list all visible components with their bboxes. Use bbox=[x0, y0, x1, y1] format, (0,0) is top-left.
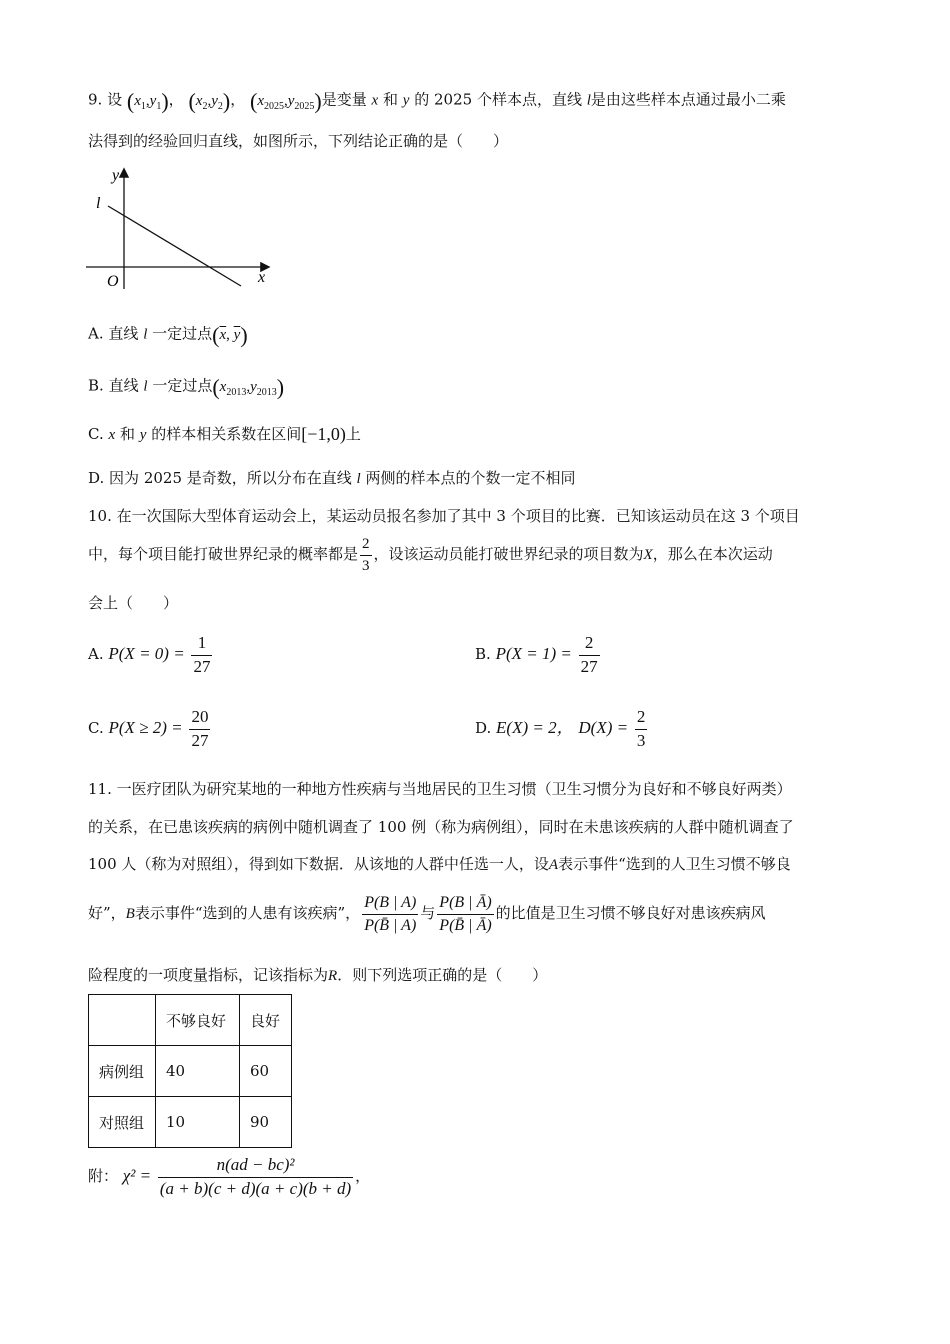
q10-option-b[interactable]: B. P(X = 1) = $\frac{2}{27}$ bbox=[475, 633, 598, 676]
q10-line1: 10. 在一次国际大型体育运动会上，某运动员报名参加了其中 3 个项目的比赛．已知该运动员在这 3 个项目 bbox=[88, 507, 800, 525]
q9-line2: 法得到的经验回归直线，如图所示，下列结论正确的是（ ） bbox=[88, 132, 509, 150]
q10-option-a[interactable]: A. P(X = 0) = $\frac{1}{27}$ bbox=[88, 633, 211, 676]
q10-d-fraction: $\frac{2}{3}$ bbox=[636, 707, 646, 750]
q11-line5: 险程度的一项度量指标，记该指标为R．则下列选项正确的是（ ） bbox=[88, 966, 548, 984]
q11-fraction-1: $\frac{P(B | A)}{P(B̄ | A)}$ bbox=[364, 894, 417, 934]
q11-appendix: 附： χ² = $\frac{\text{n(ad − bc)²}}{(a + b)(c + d)(a + c)(b + d)}$ ， bbox=[88, 1155, 371, 1198]
q9-line1: 9. 设 $(x_1,y_1)$， $(x_2,y_2)$， $(x_{2025},y_{2025})$是变量 x 和 y 的 2025 个样本点，直线 l是由这些样本点通过最小二乘 bbox=[88, 88, 786, 113]
q11-line3: 100 人（称为对照组），得到如下数据．从该地的人群中任选一人，设A表示事件“选到的人卫生习惯不够良 bbox=[88, 855, 791, 873]
q9-number: 9. bbox=[88, 90, 103, 109]
q10-option-d[interactable]: D. E(X) = 2， D(X) = $\frac{2}{3}$ bbox=[475, 707, 646, 750]
q11-line4: 好”，B表示事件“选到的人患有该疾病”， $\frac{P(B | A)}{P(B̄ | A)}$ 与 $\frac{P(B | Ā)}{P(B̄ | Ā)}$ 的比值是卫生习惯不够良好对患该疾病风 bbox=[88, 894, 766, 934]
q11-data-table bbox=[88, 994, 292, 1148]
q11-fraction-2: $\frac{P(B | Ā)}{P(B̄ | Ā)}$ bbox=[439, 894, 492, 934]
q9-point1: $(x_1,y_1)$ bbox=[126, 88, 169, 113]
chi-square-symbol: χ² = bbox=[122, 1166, 152, 1186]
table-row: 对照组 10 90 bbox=[89, 1097, 292, 1148]
line-label: l bbox=[96, 195, 101, 212]
point-2013: $(x_{2013},y_{2013})$ bbox=[212, 374, 285, 399]
regression-line bbox=[108, 206, 241, 286]
q10-c-fraction: $\frac{20}{27}$ bbox=[191, 707, 209, 750]
q9-option-a[interactable]: A. 直线 l 一定过点($\overline{x}$, $\overline{y}$) bbox=[88, 322, 248, 347]
q10-line3: 会上（ ） bbox=[88, 594, 179, 612]
prob-fraction: $\frac{2}{3}$ bbox=[362, 536, 370, 574]
q9-option-b[interactable]: B. 直线 l 一定过点$(x_{2013},y_{2013})$ bbox=[88, 374, 285, 399]
q9-lead: 设 bbox=[107, 90, 123, 109]
q11-line1: 11. 一医疗团队为研究某地的一种地方性疾病与当地居民的卫生习惯（卫生习惯分为良好和不够良好两类） bbox=[88, 780, 792, 798]
q9-point2: $(x_2,y_2)$ bbox=[188, 88, 231, 113]
q10-b-fraction: $\frac{2}{27}$ bbox=[580, 633, 598, 676]
q10-option-c[interactable]: C. P(X ≥ 2) = $\frac{20}{27}$ bbox=[88, 707, 209, 750]
chi-square-fraction: $\frac{\text{n(ad − bc)²}}{(a + b)(c + d)(a + c)(b + d)}$ bbox=[159, 1155, 352, 1198]
q9-regression-figure bbox=[84, 164, 284, 294]
q11-line2: 的关系，在已患该疾病的病例中随机调查了 100 例（称为病例组），同时在未患该疾病的人群中随机调查了 bbox=[88, 818, 794, 836]
q10-a-fraction: $\frac{1}{27}$ bbox=[193, 633, 211, 676]
q10-line2: 中，每个项目能打破世界纪录的概率都是 $\frac{2}{3}$ ，设该运动员能打破世界纪录的项目数为X，那么在本次运动 bbox=[88, 536, 773, 574]
interval: [−1,0) bbox=[301, 424, 346, 444]
q9-option-c[interactable]: C. x 和 y 的样本相关系数在区间[−1,0)上 bbox=[88, 424, 361, 444]
x-axis-label: x bbox=[258, 269, 266, 286]
mean-point: ($\overline{x}$, $\overline{y}$) bbox=[212, 322, 248, 347]
origin-label: O bbox=[107, 273, 119, 290]
y-axis-label: y bbox=[112, 167, 120, 184]
table-header-row: 不够良好 良好 bbox=[89, 995, 292, 1046]
table-row: 病例组 40 60 bbox=[89, 1046, 292, 1097]
q9-point2025: $(x_{2025},y_{2025})$ bbox=[249, 88, 322, 113]
q9-option-d[interactable]: D. 因为 2025 是奇数，所以分布在直线 l 两侧的样本点的个数一定不相同 bbox=[88, 469, 576, 487]
